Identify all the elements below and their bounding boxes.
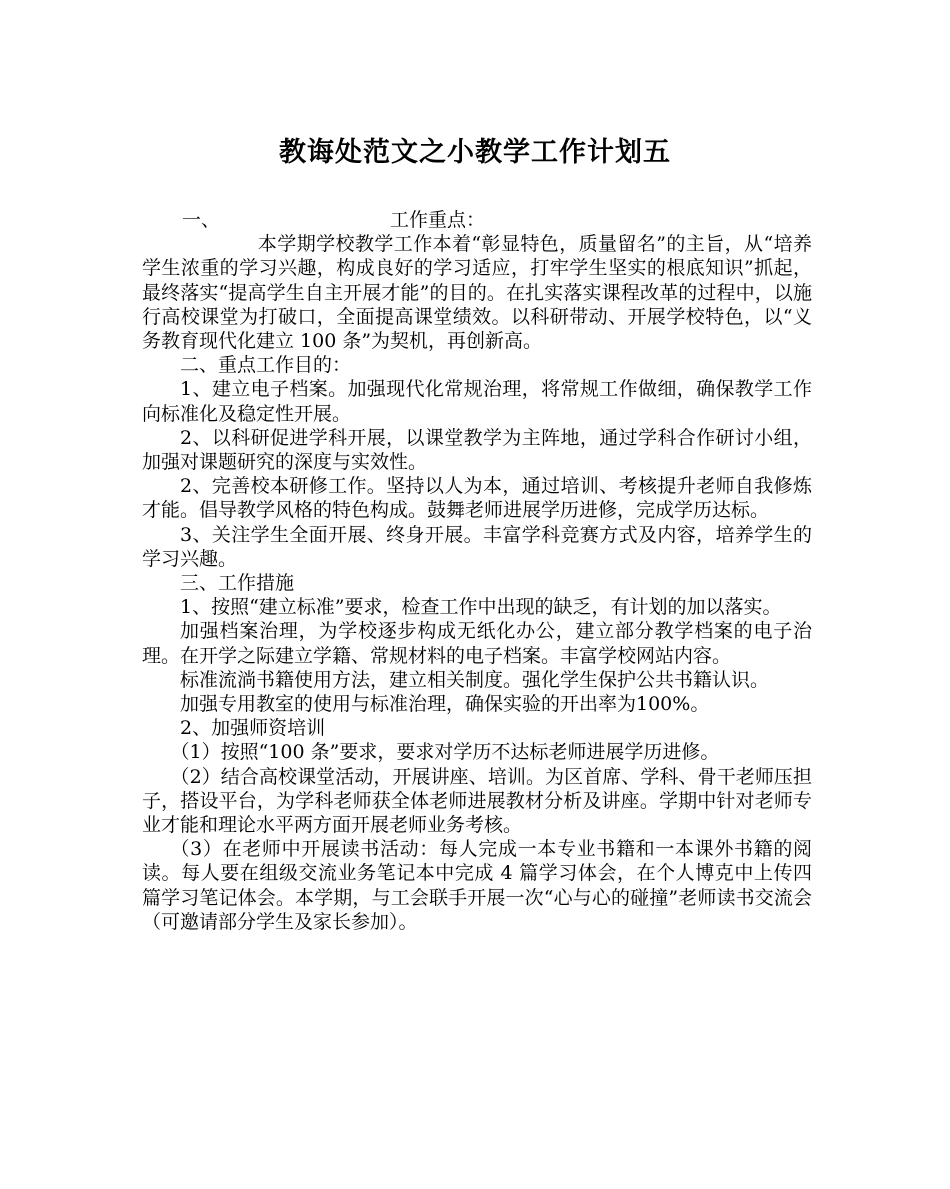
section-heading-3: 三、工作措施 [180,572,295,595]
paragraph-classrooms: 加强专用教室的使用与标准治理，确保实验的开出率为100%。 [180,693,710,716]
paragraph-goal-1: 1、建立电子档案。加强现代化常规治理，将常规工作做细，确保教学工作向标准化及稳定性开展。 [142,378,812,425]
paragraph-books: 标准流淌书籍使用方法，建立相关制度。强化学生保护公共书籍认识。 [180,668,770,691]
section-heading-1 [142,208,812,232]
paragraph-goal-2: 2、以科研促进学科开展，以课堂教学为主阵地，通过学科合作研讨小组，加强对课题研究的深度与实效性。 [142,426,812,474]
paragraph-archive: 加强档案治理，为学校逐步构成无纸化办公，建立部分教学档案的电子治理。在开学之际建立学籍、常规材料的电子档案。丰富学校网站内容。 [142,620,812,667]
section-heading-1-number: 一、 [182,209,221,231]
section-heading-1-text: 工作重点： [390,209,486,231]
document-title: 教诲处范文之小教学工作计划五 [279,137,671,168]
paragraph-measure-1: 1、按照“建立标准”要求，检查工作中出现的缺乏，有计划的加以落实。 [180,596,782,619]
paragraph-measure-2: 2、加强师资培训 [180,717,326,740]
document-body [142,208,812,934]
paragraph-intro: 本学期学校教学工作本着“彰显特色，质量留名”的主旨，从“培养学生浓重的学习兴趣，构成良好的学习适应，打牢学生坚实的根底知识”抓起，最终落实“提高学生自主开展才能”的目的。在扎实落实课程改革的过程中，以施行高校课堂为打破口，全面提高课堂绩效。以科研带动、开展学校特色，以“义务教育现代化建立 100 条”为契机，再创新高。 [142,233,812,352]
paragraph-goal-3: 3、关注学生全面开展、终身开展。丰富学科竞赛方式及内容，培养学生的学习兴趣。 [142,523,812,570]
paragraph-training-1: （1）按照“100 条”要求，要求对学历不达标老师进展学历进修。 [170,741,720,764]
paragraph-goal-2b: 2、完善校本研修工作。坚持以人为本，通过培训、考核提升老师自我修炼才能。倡导教学风格的特色构成。鼓舞老师进展学历进修，完成学历达标。 [142,475,812,522]
paragraph-training-2: （2）结合高校课堂活动，开展讲座、培训。为区首席、学科、骨干老师压担子，搭设平台，为学科老师获全体老师进展教材分析及讲座。学期中针对老师专业才能和理论水平两方面开展老师业务考核。 [142,765,812,837]
paragraph-training-3: （3）在老师中开展读书活动：每人完成一本专业书籍和一本课外书籍的阅读。每人要在组级交流业务笔记本中完成 4 篇学习体会，在个人博克中上传四篇学习笔记体会。本学期，与工会联手开展一次“心与心的碰撞”老师读书交流会（可邀请部分学生及家长参加）。 [142,838,812,933]
section-heading-2: 二、重点工作目的： [180,354,352,377]
